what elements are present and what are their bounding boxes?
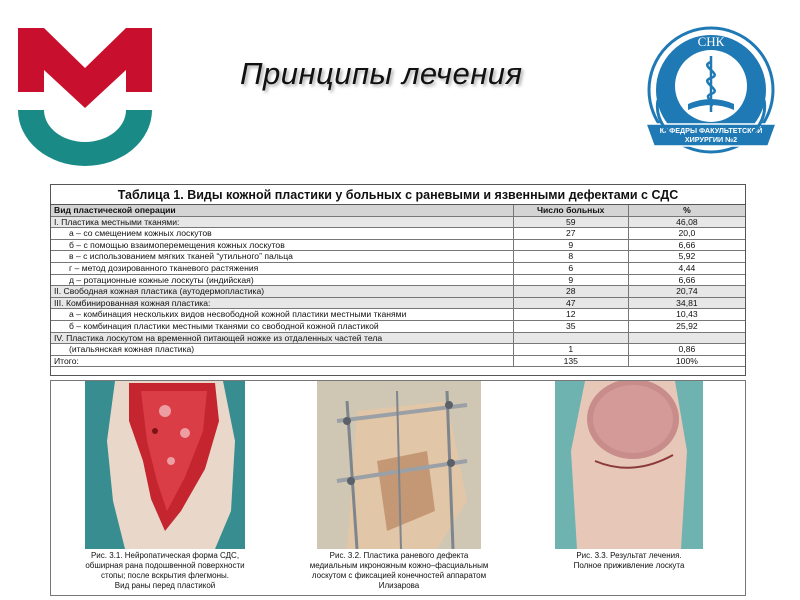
row-count: 27 (513, 228, 628, 240)
emblem-ring-text: КАФЕДРЫ ФАКУЛЬТЕТСКОЙ (659, 126, 763, 135)
snk-emblem (636, 20, 786, 170)
table-row (51, 239, 745, 251)
table-row (51, 274, 745, 286)
header-patient-count: Число больных (513, 205, 628, 216)
table-row (51, 332, 745, 344)
row-label: а – комбинация нескольких видов несвободной кожной пластики местными тканями (51, 309, 513, 321)
healed-flap-photo (555, 381, 703, 549)
row-count: 9 (513, 274, 628, 286)
row-percent: 6,66 (628, 274, 745, 286)
row-percent: 46,08 (628, 216, 745, 228)
row-count: 28 (513, 286, 628, 298)
row-percent: 34,81 (628, 297, 745, 309)
row-label: III. Комбинированная кожная пластика: (51, 297, 513, 309)
row-label: (итальянская кожная пластика) (51, 344, 513, 356)
table-header-row (51, 205, 745, 216)
operations-table (50, 184, 746, 376)
table-row-total (51, 355, 745, 367)
row-label: б – комбинация пластики местными тканями со свободной кожной пластикой (51, 320, 513, 332)
row-label: г – метод дозированного тканевого растяжения (51, 262, 513, 274)
row-count: 6 (513, 262, 628, 274)
row-label: а – со смещением кожных лоскутов (51, 228, 513, 240)
row-count (513, 332, 628, 344)
row-percent: 25,92 (628, 320, 745, 332)
row-percent (628, 332, 745, 344)
table-row (51, 286, 745, 298)
row-count: 135 (513, 355, 628, 367)
clinical-photos-panel (50, 380, 746, 596)
figure-caption-1: Рис. 3.1. Нейропатическая форма СДС, обширная рана подошвенной поверхности стопы; после вскрытия флегмоны. Вид раны перед пластикой (85, 551, 245, 590)
table-row (51, 228, 745, 240)
row-label: д – ротационные кожные лоскуты (индийская) (51, 274, 513, 286)
row-percent: 4,44 (628, 262, 745, 274)
table-title: Таблица 1. Виды кожной пластики у больных с раневыми и язвенными дефектами с СДС (51, 185, 745, 205)
row-label: I. Пластика местными тканями: (51, 216, 513, 228)
table-row (51, 216, 745, 228)
row-percent: 0,86 (628, 344, 745, 356)
row-label: II. Свободная кожная пластика (аутодермопластика) (51, 286, 513, 298)
row-percent: 5,92 (628, 251, 745, 263)
row-count: 47 (513, 297, 628, 309)
row-count: 59 (513, 216, 628, 228)
wound-photo (85, 381, 245, 549)
table-row (51, 262, 745, 274)
university-logo (14, 22, 156, 168)
row-percent: 20,74 (628, 286, 745, 298)
operations-table-grid (51, 205, 745, 367)
row-count: 8 (513, 251, 628, 263)
row-label: б – с помощью взаимоперемещения кожных лоскутов (51, 239, 513, 251)
row-percent: 6,66 (628, 239, 745, 251)
figure-caption-3: Рис. 3.3. Результат лечения. Полное приживление лоскута (573, 551, 685, 570)
table-row (51, 320, 745, 332)
row-count: 35 (513, 320, 628, 332)
row-percent: 20,0 (628, 228, 745, 240)
row-count: 9 (513, 239, 628, 251)
header-percent: % (628, 205, 745, 216)
emblem-bottom-text: ХИРУРГИИ №2 (684, 135, 738, 144)
emblem-top-text: СНК (697, 34, 725, 49)
row-label: в – с использованием мягких тканей “утильного” пальца (51, 251, 513, 263)
ilizarov-photo (317, 381, 481, 549)
slide-title: Принципы лечения (240, 56, 523, 91)
table-row (51, 251, 745, 263)
table-row (51, 309, 745, 321)
table-row (51, 297, 745, 309)
table-row (51, 344, 745, 356)
header-operation-type: Вид пластической операции (51, 205, 513, 216)
row-label: IV. Пластика лоскутом на временной питающей ножке из отдаленных частей тела (51, 332, 513, 344)
figure-caption-2: Рис. 3.2. Пластика раневого дефекта медиальным икроножным кожно–фасциальным лоскутом с фиксацией конечностей аппаратом Илизарова (309, 551, 489, 590)
row-label: Итого: (51, 355, 513, 367)
row-count: 1 (513, 344, 628, 356)
row-percent: 100% (628, 355, 745, 367)
row-percent: 10,43 (628, 309, 745, 321)
row-count: 12 (513, 309, 628, 321)
